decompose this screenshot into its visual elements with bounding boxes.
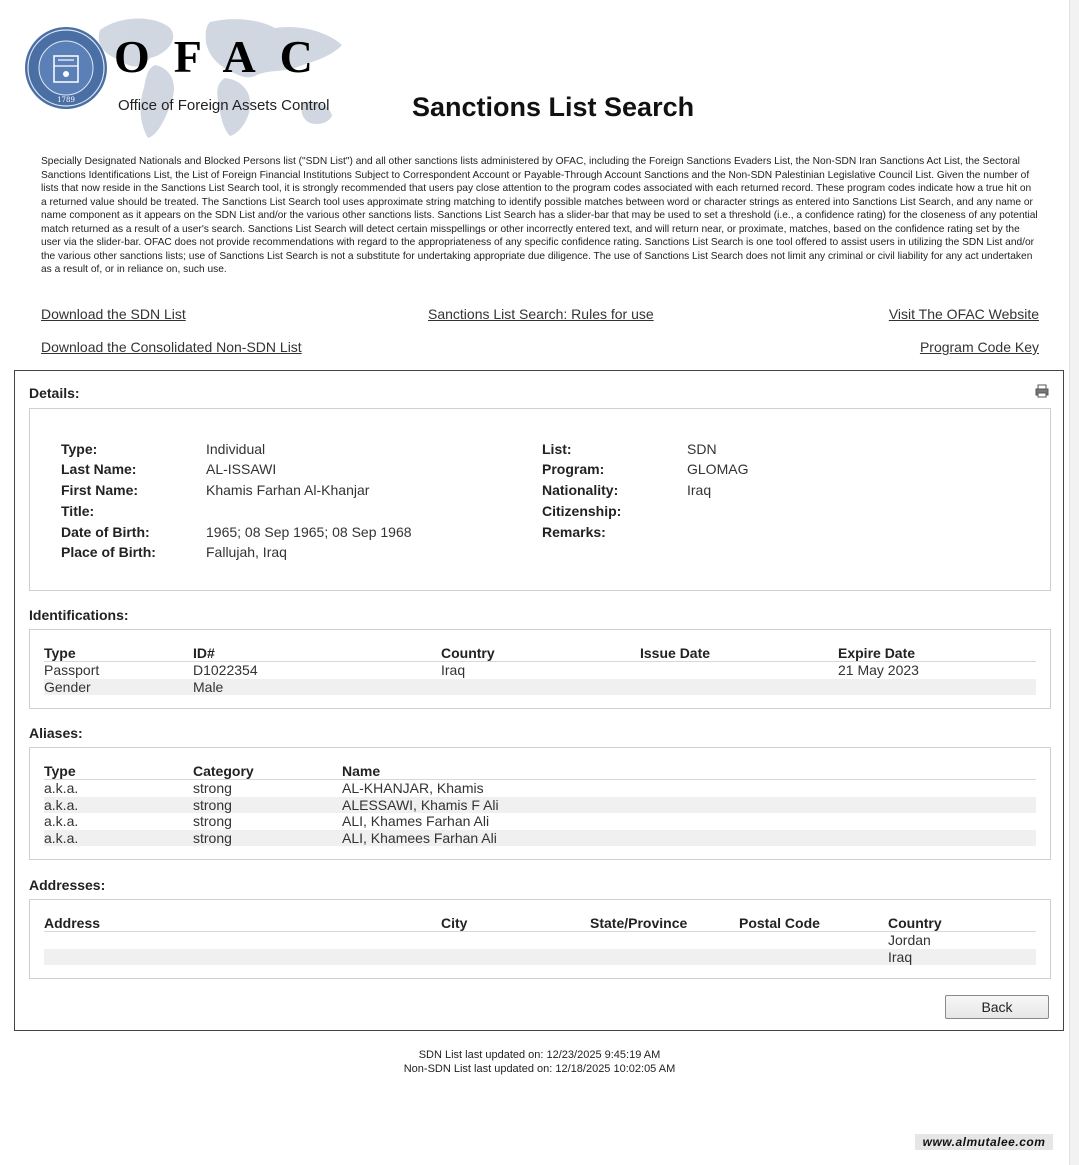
type-label: Type: — [61, 441, 98, 457]
table-header-row — [44, 644, 1036, 662]
table-row — [44, 830, 1036, 847]
identifications-table — [44, 644, 1036, 695]
table-cell: strong — [193, 830, 342, 847]
program-value: GLOMAG — [687, 461, 749, 477]
details-box — [29, 408, 1051, 591]
table-header-row — [44, 914, 1036, 932]
rules-for-use-link[interactable]: Sanctions List Search: Rules for use — [428, 306, 654, 322]
table-cell: a.k.a. — [44, 780, 79, 796]
table-cell: Iraq — [888, 949, 1036, 966]
table-row — [44, 679, 1036, 696]
addresses-section-title: Addresses: — [29, 877, 106, 893]
column-header: Category — [193, 762, 342, 780]
page-title: Sanctions List Search — [412, 92, 695, 122]
table-cell — [44, 949, 441, 966]
date-of-birth-label: Date of Birth: — [61, 524, 150, 540]
date-of-birth-value: 1965; 08 Sep 1965; 08 Sep 1968 — [206, 524, 412, 540]
table-cell — [590, 932, 739, 949]
column-header: Type — [44, 644, 193, 662]
nationality-value: Iraq — [687, 482, 712, 498]
table-cell — [441, 679, 640, 696]
nonsdn-last-updated: Non-SDN List last updated on: 12/18/2025 10:02:05 AM — [403, 1062, 676, 1075]
table-row — [44, 949, 1036, 966]
list-value: SDN — [687, 441, 717, 457]
table-cell — [590, 949, 739, 966]
table-cell: ALI, Khames Farhan Ali — [342, 813, 490, 830]
table-cell — [441, 932, 590, 949]
table-row — [44, 662, 1036, 679]
table-cell: D1022354 — [193, 662, 258, 678]
table-cell: strong — [193, 797, 342, 814]
visit-ofac-website-link[interactable]: Visit The OFAC Website — [888, 306, 1039, 322]
place-of-birth-label: Place of Birth: — [61, 544, 156, 560]
column-header: Expire Date — [838, 644, 1036, 662]
table-cell — [739, 949, 888, 966]
table-cell: ALESSAWI, Khamis F Ali — [342, 797, 1036, 814]
table-row — [44, 780, 1036, 797]
first-name-value: Khamis Farhan Al-Khanjar — [206, 482, 370, 498]
printer-icon[interactable] — [1035, 384, 1049, 398]
last-name-label: Last Name: — [61, 461, 137, 477]
column-header: Issue Date — [640, 644, 838, 662]
table-cell: Male — [193, 679, 441, 696]
table-cell: Iraq — [441, 662, 466, 678]
identifications-section-title: Identifications: — [29, 607, 129, 623]
aliases-box — [29, 747, 1051, 860]
table-cell — [838, 679, 1036, 696]
list-label: List: — [542, 441, 572, 457]
first-name-label: First Name: — [61, 482, 139, 498]
table-cell — [640, 679, 838, 696]
download-sdn-list-link[interactable]: Download the SDN List — [41, 306, 186, 322]
column-header: Name — [342, 762, 1036, 780]
page-header — [0, 0, 1079, 150]
table-cell — [640, 662, 838, 679]
table-cell: strong — [193, 780, 232, 796]
nationality-label: Nationality: — [542, 482, 619, 498]
column-header: Country — [888, 914, 1036, 932]
table-cell — [44, 932, 441, 949]
details-panel — [14, 370, 1064, 1031]
column-header: ID# — [193, 644, 441, 662]
table-cell: ALI, Khamees Farhan Ali — [342, 830, 1036, 847]
table-cell: a.k.a. — [44, 797, 193, 814]
citizenship-label: Citizenship: — [542, 503, 622, 519]
table-cell: Jordan — [888, 932, 931, 948]
type-value: Individual — [206, 441, 266, 457]
addresses-table — [44, 914, 1036, 965]
identifications-box — [29, 629, 1051, 709]
column-header: Country — [441, 644, 640, 662]
table-cell: Gender — [44, 679, 193, 696]
back-button[interactable]: Back — [945, 995, 1049, 1019]
table-cell: Passport — [44, 662, 100, 678]
details-section-title: Details: — [29, 385, 80, 401]
table-cell — [441, 949, 590, 966]
column-header: Type — [44, 762, 193, 780]
ofac-logo-letters: OFAC — [114, 31, 337, 82]
table-header-row — [44, 762, 1036, 780]
place-of-birth-value: Fallujah, Iraq — [206, 544, 287, 560]
vertical-scrollbar[interactable] — [1069, 0, 1079, 1165]
addresses-box — [29, 899, 1051, 979]
sdn-last-updated: SDN List last updated on: 12/23/2025 9:45:19 AM — [418, 1049, 661, 1061]
column-header: Postal Code — [739, 914, 888, 932]
table-cell: strong — [193, 813, 232, 830]
table-cell: 21 May 2023 — [838, 662, 919, 678]
footer-update-info — [0, 1049, 1079, 1076]
treasury-seal-logo — [24, 26, 108, 110]
svg-text:1789: 1789 — [57, 96, 75, 104]
watermark-text: www.almutalee.com — [915, 1134, 1053, 1150]
aliases-table — [44, 762, 1036, 846]
column-header: State/Province — [590, 914, 739, 932]
table-cell: a.k.a. — [44, 830, 193, 847]
table-cell — [739, 932, 888, 949]
intro-disclaimer-text: Specially Designated Nationals and Blocked Persons list ("SDN List") and all other sanctions lists administered by OFAC, including the Foreign Sanctions Evaders List, the Non-SDN Iran Sanctions Act List, the Sectoral Sanctions Identifications List, the List of Foreign Financial Institutions Subject to Correspondent Account or Payable-Through Account Sanctions and the Non-SDN Palestinian Legislative Council List. Given the number of lists that now reside in the Sanctions List Search tool, it is strongly recommended that users pay close attention to the program codes associated with each returned record. These program codes indicate how a true hit on a returned value should be treated. The Sanctions List Search tool uses approximate string matching to identify possible matches between word or character strings as entered into Sanctions List Search, and any name or name component as it appears on the SDN List and/or the various other sanctions lists. Sanctions List Search has a slider-bar that may be used to set a threshold (i.e., a confidence rating) for the closeness of any potential match returned as a result of a user's search. Sanctions List Search will detect certain misspellings or other incorrectly entered text, and will return near, or proximate, matches, based on the confidence rating set by the user via the slider-bar. OFAC does not provide recommendations with regard to the appropriateness of any specific confidence rating. Sanctions List Search is one tool offered to assist users in utilizing the SDN List and/or the various other sanctions lists; use of Sanctions List Search is not a substitute for undertaking appropriate due diligence. The use of Sanctions List Search does not limit any criminal or civil liability for any act undertaken as a result of, or in reliance on, such use. — [41, 156, 1038, 275]
ofac-logo-subtitle: Office of Foreign Assets Control — [118, 97, 330, 114]
title-label: Title: — [61, 503, 95, 519]
aliases-section-title: Aliases: — [29, 725, 83, 741]
program-code-key-link[interactable]: Program Code Key — [919, 339, 1039, 355]
table-cell: AL-KHANJAR, Khamis — [342, 780, 484, 796]
download-nonsdn-list-link[interactable]: Download the Consolidated Non-SDN List — [41, 339, 302, 355]
table-cell: a.k.a. — [44, 813, 79, 830]
remarks-label: Remarks: — [542, 524, 606, 540]
column-header: City — [441, 914, 590, 932]
table-row — [44, 813, 1036, 830]
table-row — [44, 797, 1036, 814]
last-name-value: AL-ISSAWI — [206, 461, 277, 477]
column-header: Address — [44, 914, 441, 932]
table-row — [44, 932, 1036, 949]
program-label: Program: — [542, 461, 605, 477]
